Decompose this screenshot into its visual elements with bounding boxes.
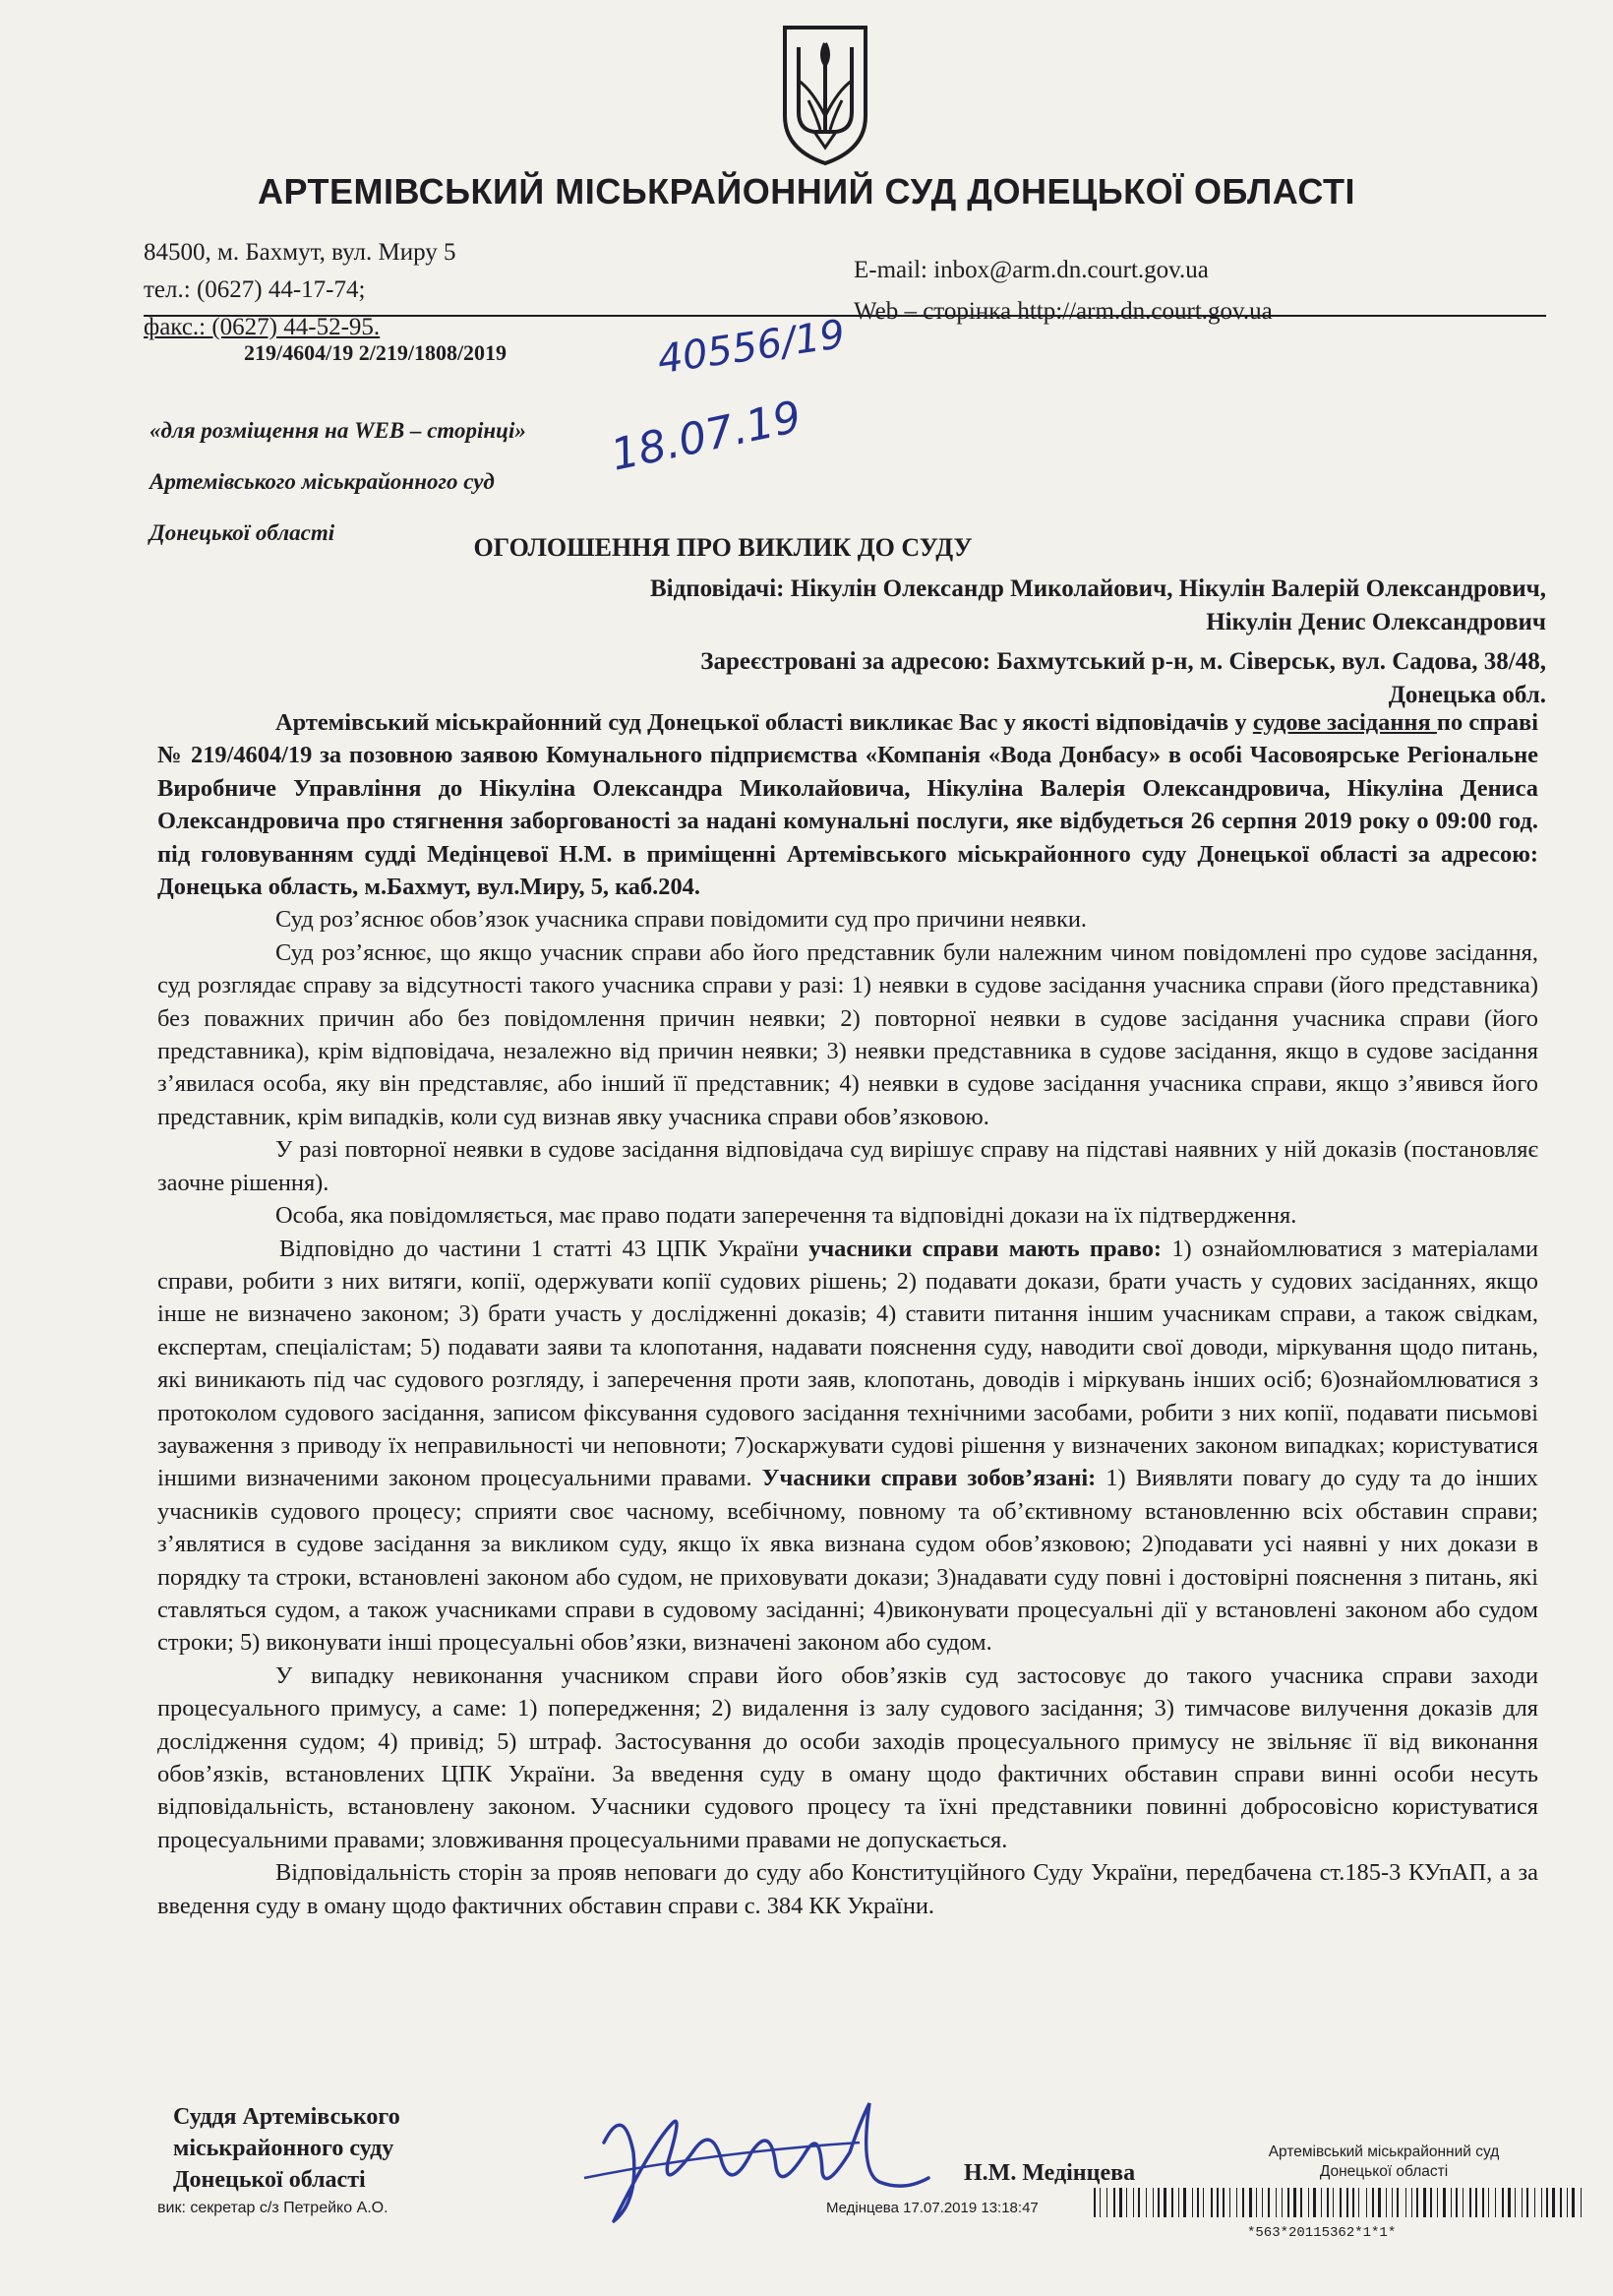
- judge-name: Н.М. Медінцева: [964, 2160, 1136, 2186]
- body-paragraph: Суд роз’яснює обов’язок учасника справи повідомити суд про причини неявки.: [275, 906, 1087, 934]
- handwritten-date: 18.07.19: [606, 392, 806, 481]
- summons-paragraph: Артемівський міськрайонний суд Донецької області викликає Вас у якості відповідачів у судове засідання по справі № 219/4604/19 за позовною заявою Комунального підприємства «Компанія «Вода Донбасу» в особі Часовоярське Регіональне Виробниче Управління до Нікуліна Олександра Миколайовича, Нікуліна Валерія Олександровича, Нікуліна Дениса Олександровича про стягнення заборгованості за надані комунальні послуги, яке відбудеться 26 серпня 2019 року о 09:00 год. під головуванням судді Медінцевої Н.М. в приміщенні Артемівського міськрайонного суду Донецької області за адресою: Донецька область, м.Бахмут, вул.Миру, 5, каб.204.: [157, 709, 1539, 901]
- stamp-line: Артемівський міськрайонний суд: [1268, 2144, 1500, 2160]
- electronic-stamp: [1192, 2143, 1576, 2182]
- web-note-line: «для розміщення на WEB – сторінці»: [149, 418, 526, 443]
- court-online-contacts: [854, 250, 1273, 332]
- handwritten-registration-number: 40556/19: [654, 311, 848, 384]
- notice-body: [157, 706, 1538, 1922]
- header-divider: [144, 315, 1546, 317]
- barcode-icon: [1094, 2188, 1583, 2217]
- respondents: [464, 573, 1546, 639]
- judge-title-line: Суддя Артемівського: [173, 2104, 400, 2130]
- court-phone: тел.: (0627) 44-17-74;: [144, 276, 366, 303]
- case-numbers: 219/4604/19 2/219/1808/2019: [244, 340, 508, 365]
- registered-address: [464, 645, 1546, 712]
- web-note-line: Донецької області: [149, 520, 335, 545]
- body-paragraph: У разі повторної неявки в судове засідання відповідача суд вирішує справу на підставі наявних у ній доказів (постановляє заочне рішення).: [157, 1136, 1538, 1196]
- barcode-number: *563*20115362*1*1*: [1247, 2225, 1397, 2241]
- court-contacts: [144, 234, 456, 346]
- judge-title-line: Донецької області: [173, 2167, 366, 2193]
- address-line: Зареєстровані за адресою: Бахмутський р-н, м. Сіверськ, вул. Садова, 38/48,: [700, 648, 1546, 675]
- court-web: Web – сторінка http://arm.dn.court.gov.ua: [854, 298, 1273, 325]
- judge-title: [173, 2101, 400, 2196]
- stamp-line: Донецької області: [1319, 2163, 1449, 2180]
- secretary-note: вик: секретар с/з Петрейко А.О.: [157, 2200, 388, 2216]
- body-paragraph: Суд роз’яснює, що якщо учасник справи або його представник були належним чином повідомлені про судове засідання, суд розглядає справу за відсутності такого учасника справи у разі: 1) неявки в судове засідання учасника справи (його представника) без поважних причин або без повідомлення причин неявки; 2) повторної неявки в судове засідання учасника справи (його представника), крім відповідача, незалежно від причин неявки; 3) неявки представника в судове засідання, якщо в судове засідання з’явилася особа, яку він представляє, або інший її представник; 4) неявки в судове засідання учасника справи, якщо з’явився його представник, крім випадків, коли суд визнав явку учасника справи обов’язковою.: [157, 938, 1538, 1130]
- judge-title-line: міськрайонного суду: [173, 2136, 394, 2161]
- address-line: Донецька обл.: [1388, 682, 1546, 708]
- rights-paragraph: Відповідно до частини 1 статті 43 ЦПК України учасники справи мають право: 1) ознайомлюватися з матеріалами справи, робити з них витяги, копії, одержувати копії судових рішень; 2) подавати докази, брати участь у судових засіданнях, якщо інше не визначено законом; 3) брати участь у дослідженні доказів; 4) ставити питання іншим учасникам справи, а також свідкам, експертам, спеціалістам; 5) подавати заяви та клопотання, надавати пояснення суду, наводити свої доводи, міркування щодо питань, які виникають під час судового розгляду, і заперечення проти заяв, клопотань, доводів і міркувань інших осіб; 6)ознайомлюватися з протоколом судового засідання, записом фіксування судового засідання технічними засобами, робити з них копії, подавати письмові зауваження з приводу їх неправильності чи неповноти; 7)оскаржувати судові рішення у визначених законом випадках; користуватися іншими визначеними законом процесуальними правами. Учасники справи зобов’язані: 1) Виявляти повагу до суду та до інших учасників судового процесу; сприяти своє часному, всебічному, повному та об’єктивному встановленню всіх обставин справи; з’являтися в судове засідання за викликом суду, якщо їх явка визнана судом обов’язковою; 2)подавати усі наявні у них докази в порядку та строки, встановлені законом або судом, не приховувати докази; 3)надавати суду повні і достовірні пояснення з питань, які ставляться судом, а також учасниками справи в судовому засіданні; 4)виконувати процесуальні дії у встановлені законом або судом строки; 5) виконувати інші процесуальні обов’язки, визначені законом або судом.: [157, 1235, 1538, 1657]
- trident-coat-of-arms-icon: [779, 22, 871, 167]
- court-address: 84500, м. Бахмут, вул. Миру 5: [144, 239, 456, 266]
- document-title: ОГОЛОШЕННЯ ПРО ВИКЛИК ДО СУДУ: [473, 533, 973, 562]
- court-fax: факс.: (0627) 44-52-95.: [144, 314, 381, 340]
- court-name: АРТЕМІВСЬКИЙ МІСЬКРАЙОННИЙ СУД ДОНЕЦЬКОЇ ОБЛАСТІ: [258, 171, 1355, 211]
- court-email: E-mail: inbox@arm.dn.court.gov.ua: [854, 257, 1209, 283]
- respondents-line: Нікулін Денис Олександрович: [1206, 609, 1546, 635]
- body-paragraph: У випадку невиконання учасником справи його обов’язків суд застосовує до такого учасника справи заходи процесуального примусу, а саме: 1) попередження; 2) видалення із залу судового засідання; 3) тимчасове вилучення доказів для дослідження судом; 4) привід; 5) штраф. Застосування до особи заходів процесуального примусу не звільняє її від виконання обов’язків, встановлених ЦПК України. За введення суду в оману щодо фактичних обставин справи винні особи несуть відповідальність, встановлену законом. Учасники судового процесу та їхні представники повинні добросовісно користуватися процесуальними правами; зловживання процесуальними правами не допускається.: [157, 1662, 1538, 1853]
- web-note-line: Артемівського міськрайонного суд: [149, 469, 495, 494]
- body-paragraph: Особа, яка повідомляється, має право подати заперечення та відповідні докази на їх підтвердження.: [275, 1202, 1297, 1230]
- respondents-line: Відповідачі: Нікулін Олександр Миколайович, Нікулін Валерій Олександрович,: [649, 575, 1546, 602]
- signature-timestamp: Медінцева 17.07.2019 13:18:47: [826, 2200, 1039, 2216]
- body-paragraph: Відповідальність сторін за прояв неповаги до суду або Конституційного Суду України, передбачена ст.185-3 КУпАП, а за введення суду в оману щодо фактичних обставин справи с. 384 КК України.: [157, 1859, 1538, 1919]
